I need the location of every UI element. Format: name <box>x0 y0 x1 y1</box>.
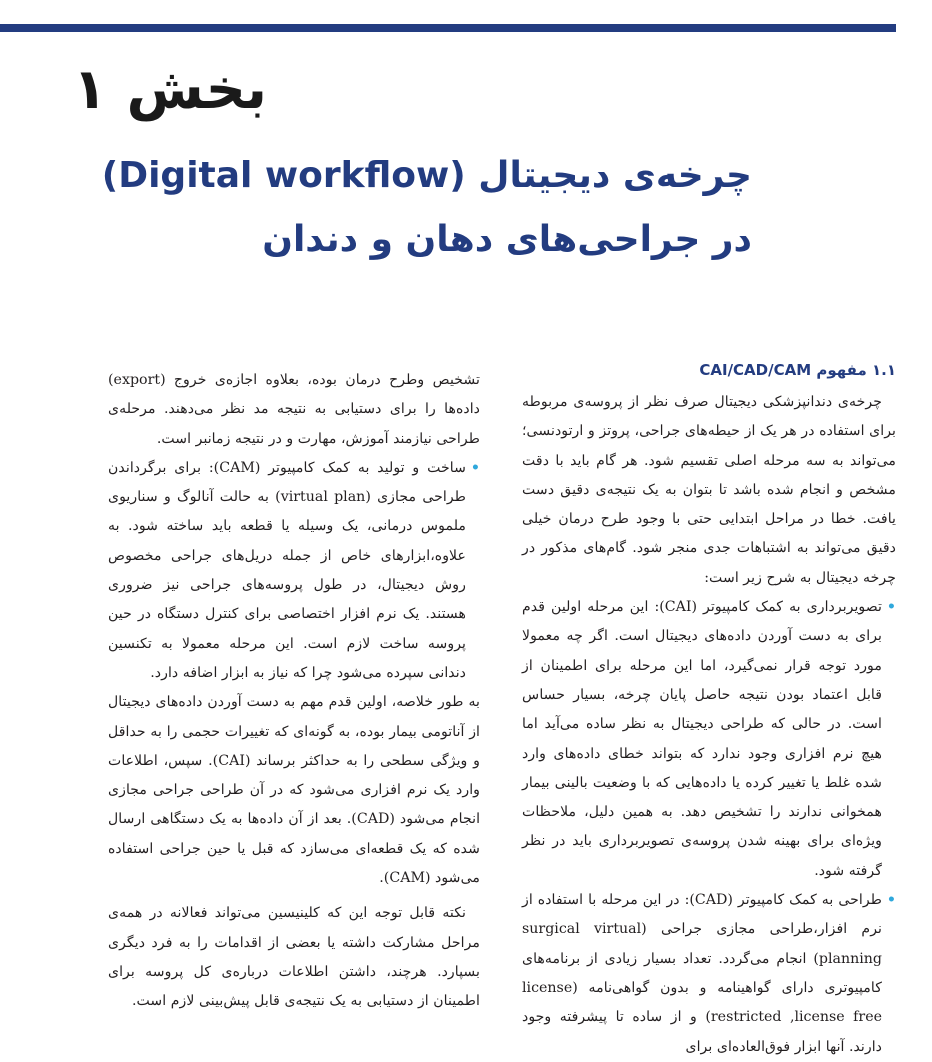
left-column <box>108 366 480 1017</box>
right-column <box>522 358 896 1062</box>
part-title: بخش ۱ <box>72 57 267 122</box>
cad-continuation: تشخیص وطرح درمان بوده، بعلاوه اجازه‌ی خروج (export) داده‌ها را برای دستیابی به نتیجه مد نظر می‌دهند. مرحله‌ی طراحی نیازمند آموزش، مهارت و در نتیجه زمانبر است. <box>108 372 480 447</box>
bullet-cad <box>522 886 896 1062</box>
summary-paragraph: به طور خلاصه، اولین قدم مهم به دست آوردن داده‌های دیجیتال از آناتومی بیمار بوده، به گونه‌ای که تغییرات حجمی را به حداقل و ویژگی سطحی را به حداکثر برساند (CAI). سپس، اطلاعات وارد یک نرم افزاری می‌شود که در آن طراحی جراحی مجازی انجام می‌شود (CAD). بعد از آن داده‌ها به یک دستگاهی ارسال شده که یک قطعه‌ای می‌سازد که قبل یا حین جراحی استفاده می‌شود (CAM). <box>108 694 481 887</box>
bullet-icon: • <box>886 892 896 909</box>
note-paragraph: نکته قابل توجه این که کلینیسین می‌تواند فعالانه در همه‌ی مراحل مشارکت داشته یا بعضی از اقدامات را به فرد دیگری بسپارد. هرچند، داشتن اطلاعات درباره‌ی کل پروسه برای اطمینان از دستیابی به یک نتیجه‌ی قابل پیش‌بینی لازم است. <box>108 905 480 1010</box>
bullet-icon: • <box>886 599 896 616</box>
section-title: ۱.۱ مفهوم CAI/CAD/CAM <box>699 361 896 379</box>
bullet-cam <box>108 454 480 688</box>
bullet-cam-text: ساخت و تولید به کمک کامپیوتر (CAM): برای برگرداندن طراحی مجازی (virtual plan) به حالت آنالوگ و سناریوی ملموس درمانی، یک وسیله یا قطعه باید ساخته شود. به علاوه،ابزارهای خاص از جمله دریل‌های جراحی مخصوص روش دیجیتال، در طول پروسه‌های جراحی نیز ضروری هستند. یک نرم افزار اختصاصی برای کنترل دستگاه در حین پروسه ساخت لازم است. این مرحله معمولا به تکنسین دندانی سپرده می‌شود چرا که نیاز به ابزار اضافه دارد. <box>108 459 467 681</box>
bullet-cai-text: تصویربرداری به کمک کامپیوتر (CAI): این مرحله اولین قدم برای به دست آوردن داده‌های دیجیتال است. اگر چه معمولا مورد توجه قرار نمی‌گیرد، اما این مرحله برای اطمینان از قابل اعتماد بودن نتیجه حاصل پایان چرخه، بسیار حساس است. در حالی که طراحی دیجیتال به نظر ساده می‌آید اما هیچ نرم افزاری وجود ندارد که بتواند خطای داده‌های وارد شده غلط یا تغییر کرده یا داده‌هایی که با وضعیت بالینی بیمار همخوانی ندارند را تشخیص دهد. به همین دلیل، ملاحظات ویژه‌ای برای بهینه شدن پروسه‌ی تصویربرداری باید در نظر گرفته شود. <box>522 599 882 879</box>
bullet-icon: • <box>470 459 480 476</box>
bullet-cad-text: طراحی به کمک کامپیوتر (CAD): در این مرحله با استفاده از نرم افزار،طراحی مجازی جراحی (surgical virtual planning) انجام می‌گردد. تعداد بسیار زیادی از برنامه‌های کامپیوتری دارای گواهینامه و بدون گواهی‌نامه (license restricted ,license free) و از ساده تا پیشرفته وجود دارند. آنها ابزار فوق‌العاده‌ای برای <box>522 892 882 1055</box>
chapter-title: چرخه‌ی دیجیتال (Digital workflow) در جراحی‌های دهان و دندان <box>101 155 752 260</box>
top-rule <box>0 24 896 32</box>
bullet-cai <box>522 593 896 886</box>
intro-paragraph: چرخه‌ی دندانپزشکی دیجیتال صرف نظر از پروسه‌ی مربوطه برای استفاده در هر یک از حیطه‌های جراحی، پروتز و ارتودنسی؛ می‌تواند به سه مرحله اصلی تقسیم شود. هر گام باید با دقت مشخص و انجام شده باشد تا بتوان به یک نتیجه‌ی دقیق دست یافت. خطا در مراحل ابتدایی حتی با وجود طرح درمان خیلی دقیق می‌تواند به اشتباهات جدی منجر شود. گام‌های مذکور در چرخه دیجیتال به شرح زیر است: <box>522 394 896 586</box>
